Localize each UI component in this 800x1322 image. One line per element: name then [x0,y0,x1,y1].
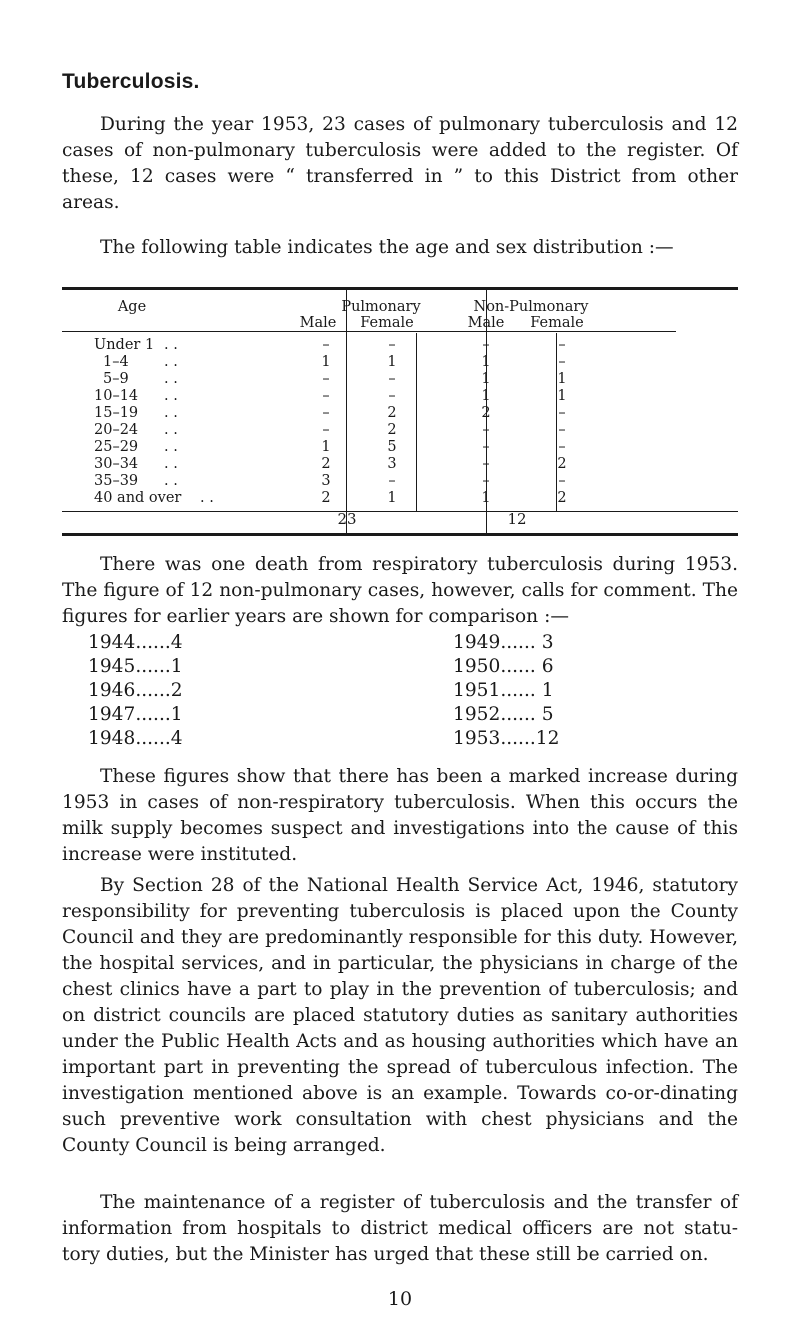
pulmonary-total: 23 [337,510,357,528]
age-label: 20–24 [94,422,139,438]
comparison-item: 1951...... 1 [453,680,554,701]
comparison-item: 1949...... 3 [453,632,554,653]
pulmonary-male-value: 1 [321,354,331,370]
pulmonary-female-value: – [388,371,396,387]
death-paragraph: There was one death from respiratory tuberculosis during 1953. The figure of 12 non-pulmonary cases, however, calls for comment. The figures for earlier years are shown for comparison :— [62,554,738,627]
non-pulmonary-male-header: Male [467,315,505,331]
pulmonary-male-value: – [322,422,330,438]
non-pulmonary-female-value: – [558,439,566,455]
age-label: 25–29 [94,439,139,455]
leader-dots: . . [164,371,178,387]
leader-dots: . . [164,405,178,421]
non-pulmonary-female-header: Female [530,315,584,331]
age-label: 10–14 [94,388,139,404]
pulmonary-male-value: – [322,337,330,353]
age-label: 15–19 [94,405,139,421]
non-pulmonary-male-value: – [482,422,490,438]
age-label: 5–9 [103,371,129,387]
leader-dots: . . [164,473,178,489]
non-pulmonary-male-value: – [482,337,490,353]
pulmonary-male-value: 2 [321,490,331,506]
pulmonary-male-value: – [322,371,330,387]
figures-paragraph: These figures show that there has been a marked increase during 1953 in cases of non-respiratory tuberculosis. When this occurs the milk supply becomes suspect and investigations into the cause of this increase were instituted. [62,766,738,865]
non-pulmonary-female-value: – [558,337,566,353]
leader-dots: . . [164,422,178,438]
non-pulmonary-female-value: – [558,405,566,421]
non-pulmonary-male-value: 1 [481,371,491,387]
pulmonary-female-value: 3 [387,456,397,472]
non-pulmonary-female-value: – [558,354,566,370]
comparison-item: 1945......1 [88,656,183,677]
pulmonary-male-value: – [322,388,330,404]
non-pulmonary-female-value: 1 [557,388,567,404]
pulmonary-female-value: 1 [387,490,397,506]
pulmonary-male-value: – [322,405,330,421]
age-label: 1–4 [103,354,129,370]
comparison-item: 1946......2 [88,680,183,701]
pulmonary-female-value: 1 [387,354,397,370]
pulmonary-male-value: 3 [321,473,331,489]
table-top-rule [62,287,738,290]
non-pulmonary-female-value: 2 [557,490,567,506]
pulmonary-male-value: 1 [321,439,331,455]
pulmonary-header: Pulmonary [341,299,421,315]
age-label: 40 and over [94,490,182,506]
comparison-item: 1950...... 6 [453,656,554,677]
leader-dots: . . [200,490,214,506]
page-number: 10 [387,1288,413,1310]
non-pulmonary-male-value: 1 [481,354,491,370]
non-pulmonary-female-value: 2 [557,456,567,472]
table-intro: The following table indicates the age and sex distribution :— [100,237,674,258]
leader-dots: . . [164,388,178,404]
section-28-paragraph: By Section 28 of the National Health Service Act, 1946, statutory responsibility for preventing tuberculosis is placed upon the County Council and they are predominantly responsible for this duty. However, the hospital services, and in particular, the physicians in charge of the chest clinics have a part to play in the prevention of tuberculosis; and on district councils are placed statutory duties as sanitary authorities under the Public Health Acts and as housing authorities which have an important part in preventing the spread of tuberculous infection. The investigation mentioned above is an example. Towards co-or-dinating such preventive work consultation with chest physicians and the County Council is being arranged. [62,875,738,1156]
age-label: 30–34 [94,456,139,472]
age-label: Under 1 [94,337,155,353]
comparison-item: 1944......4 [88,632,183,653]
maintenance-paragraph: The maintenance of a register of tuberculosis and the transfer of information from hospitals to district medical officers are not statu-tory duties, but the Minister has urged that these still be carried on. [62,1192,738,1265]
pulmonary-female-value: – [388,388,396,404]
leader-dots: . . [164,354,178,370]
non-pulmonary-total: 12 [507,510,527,528]
pulmonary-female-value: – [388,337,396,353]
non-pulmonary-female-value: – [558,422,566,438]
pulmonary-male-value: 2 [321,456,331,472]
pulmonary-female-value: 2 [387,405,397,421]
leader-dots: . . [164,337,178,353]
non-pulmonary-header: Non-Pulmonary [473,299,589,315]
leader-dots: . . [164,456,178,472]
section-heading: Tuberculosis. [62,70,200,93]
leader-dots: . . [164,439,178,455]
pulmonary-female-value: 2 [387,422,397,438]
age-sex-table [62,287,738,537]
comparison-item: 1952...... 5 [453,704,554,725]
non-pulmonary-male-value: 1 [481,388,491,404]
comparison-item: 1948......4 [88,728,183,749]
non-pulmonary-female-value: 1 [557,371,567,387]
pulmonary-male-header: Male [299,315,337,331]
non-pulmonary-female-value: – [558,473,566,489]
comparison-item: 1953......12 [453,728,560,749]
non-pulmonary-male-value: 2 [481,405,491,421]
comparison-item: 1947......1 [88,704,183,725]
table-bottom-rule [62,533,738,536]
non-pulmonary-male-value: – [482,439,490,455]
totals-rule [62,511,738,512]
non-pulmonary-male-value: – [482,456,490,472]
non-pulmonary-male-value: 1 [481,490,491,506]
age-label: 35–39 [94,473,139,489]
intro-paragraph: During the year 1953, 23 cases of pulmonary tuberculosis and 12 cases of non-pulmonary tuberculosis were added to the register. Of these, 12 cases were “ transferred in ” to this District from other areas. [62,114,738,213]
age-header: Age [117,299,147,315]
pulmonary-female-value: 5 [387,439,397,455]
pulmonary-female-value: – [388,473,396,489]
non-pulmonary-male-value: – [482,473,490,489]
pulmonary-female-header: Female [360,315,414,331]
